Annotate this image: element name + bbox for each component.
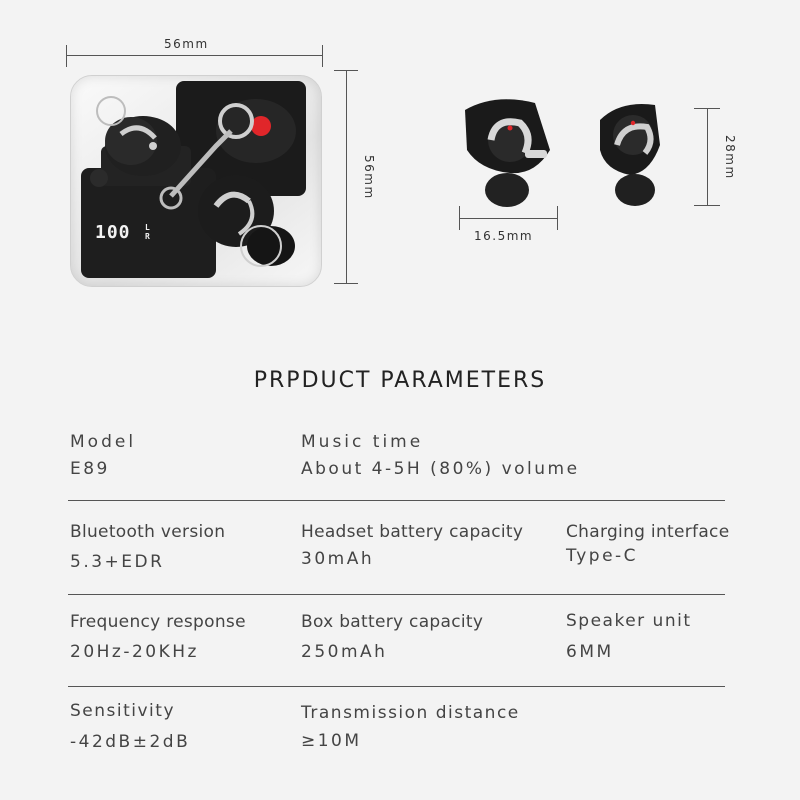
earbud-width-dimension-line — [459, 218, 557, 219]
earbud-width-dimension-tick-right — [557, 206, 558, 230]
model-label: Model — [70, 432, 137, 452]
sensitivity-label: Sensitivity — [70, 701, 176, 721]
charging-case-illustration — [71, 76, 321, 286]
earbud-width-label: 16.5mm — [474, 229, 534, 243]
bluetooth-label: Bluetooth version — [70, 522, 226, 542]
model-value: E89 — [70, 459, 110, 479]
case-width-label: 56mm — [164, 37, 209, 51]
music-time-label: Music time — [301, 432, 424, 452]
case-width-dimension-line — [66, 55, 322, 56]
box-battery-label: Box battery capacity — [301, 612, 484, 632]
row-divider-1 — [68, 500, 725, 501]
earbud-height-dimension-tick-bottom — [694, 205, 720, 206]
charging-interface-label: Charging interface — [566, 522, 730, 542]
bluetooth-value: 5.3+EDR — [70, 552, 165, 572]
box-battery-value: 250mAh — [301, 642, 388, 662]
transmission-value: ≥10M — [301, 731, 362, 751]
case-height-dimension-tick-top — [334, 70, 358, 71]
case-height-dimension-line — [346, 70, 347, 283]
earbuds-illustration — [455, 95, 685, 215]
charging-interface-value: Type-C — [566, 546, 639, 566]
frequency-label: Frequency response — [70, 612, 246, 632]
speaker-unit-value: 6MM — [566, 642, 614, 662]
earbud-height-dimension-line — [707, 108, 708, 205]
case-battery-display: 100 — [95, 222, 131, 243]
row-divider-3 — [68, 686, 725, 687]
earbud-height-dimension-tick-top — [694, 108, 720, 109]
case-height-label: 56mm — [362, 155, 376, 200]
earbud-height-label: 28mm — [723, 135, 737, 180]
case-width-dimension-tick-right — [322, 45, 323, 67]
case-lr-indicator — [145, 223, 150, 241]
transmission-label: Transmission distance — [301, 703, 520, 723]
case-width-dimension-tick-left — [66, 45, 67, 67]
sensitivity-value: -42dB±2dB — [70, 732, 191, 752]
speaker-unit-label: Speaker unit — [566, 611, 692, 631]
earbud-width-dimension-tick-left — [459, 206, 460, 230]
music-time-value: About 4-5H (80%) volume — [301, 459, 580, 479]
charging-case-image — [70, 75, 322, 287]
frequency-value: 20Hz-20KHz — [70, 642, 199, 662]
parameters-title: PRPDUCT PARAMETERS — [253, 368, 547, 393]
case-height-dimension-tick-bottom — [334, 283, 358, 284]
row-divider-2 — [68, 594, 725, 595]
lr-text: LR — [145, 223, 150, 241]
headset-battery-label: Headset battery capacity — [301, 522, 524, 542]
headset-battery-value: 30mAh — [301, 549, 375, 569]
